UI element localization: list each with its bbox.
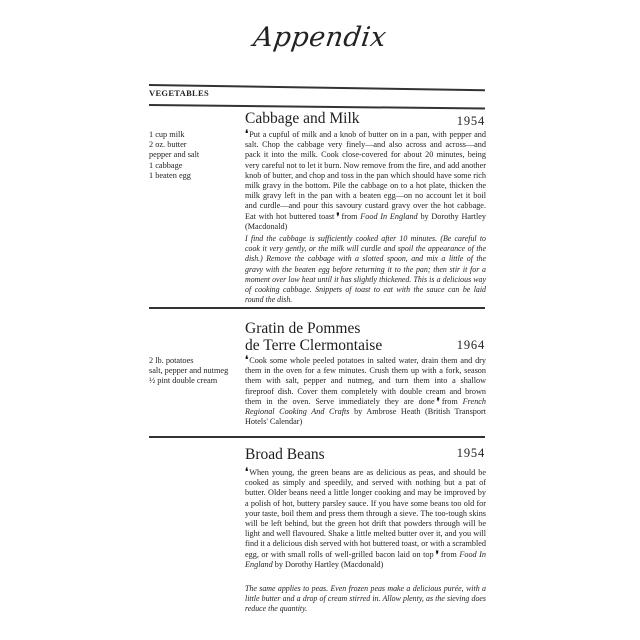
method-text: When young, the green beans are as delicious as peas, and should be cooked as simply and speedily, and served with nothing but a pat of butter. Older beans need a little longer cooking and may be improved by a polish of hot, buttery parsley sauce. If you have some beans too old for your taste, boil them and press them through a sieve. The too-tough skins will be left behind, but the green hot drift that powders through will be light and well flavoured. Shake a little melted butter over it, and you will find it a delicious dish served with hot buttered toast, or with a scrambled egg, or with small rolls of well-grilled bacon laid on top	[245, 468, 486, 559]
ingredient-item: 2 lb. potatoes	[149, 356, 194, 365]
recipe-divider	[149, 307, 485, 309]
ingredient-item: 1 cabbage	[149, 160, 183, 170]
close-quote-icon: ❜	[436, 396, 440, 408]
recipe-divider	[149, 436, 485, 438]
close-quote-icon: ❜	[336, 211, 340, 223]
ingredient-item: 1 cup milk	[149, 130, 185, 139]
source-book: French Regional Cooking And Crafts	[245, 396, 487, 417]
ingredient-item: salt, pepper and nutmeg	[149, 366, 229, 376]
recipe-cabbage-and-milk	[149, 106, 485, 306]
ingredients-list	[149, 130, 199, 181]
recipe-title	[245, 320, 382, 354]
section-label: VEGETABLES	[149, 88, 210, 98]
recipe-title: Cabbage and Milk	[245, 110, 360, 127]
source-book: Food In England	[245, 549, 487, 569]
method-text: Put a cupful of milk and a knob of butter on in a pan, with pepper and salt. Chop the cabbage very finely—and also across and across—and pack it into the milk. Cook close-covered for about 20 minutes, being very careful not to let it burn. Now remove from the fire, and add another knob of butter, and chop and toss in the pan which should have some rich milk gravy in the bottom. Pile the cabbage on to a hot plate, thicken the milk gravy left in the pan with a beaten egg—on no account let it boil and curdle—and pour this savoury custard gravy over the hot cabbage. Eat with hot buttered toast	[245, 130, 486, 221]
recipe-title-line-1: Gratin de Pommes	[245, 320, 361, 337]
ingredient-item: 2 oz. butter	[149, 140, 187, 150]
source-prefix: from	[440, 549, 457, 559]
recipe-method	[245, 468, 486, 570]
recipe-broad-beans	[149, 444, 485, 634]
recipe-gratin-de-pommes	[149, 318, 485, 428]
open-quote-icon: ❛	[245, 129, 249, 140]
editor-note: The same applies to peas. Even frozen peas make a delicious purée, with a little butter and a drop of cream stirred in. Allow plenty, as the sieving does reduce the quantity.	[245, 584, 486, 614]
recipe-title: Broad Beans	[245, 446, 325, 463]
ingredient-item: pepper and salt	[149, 150, 200, 160]
recipe-method	[245, 356, 486, 427]
source-author: by Ambrose Heath (British Transport Hotels' Calendar)	[245, 407, 487, 427]
source-book: Food In England	[360, 211, 418, 221]
recipe-year: 1964	[456, 338, 485, 352]
recipe-method	[245, 130, 486, 232]
method-text: Cook some whole peeled potatoes in salted water, drain them and dry them in the oven for a few minutes. Crush them up with a fork, season them with salt, pepper and nutmeg, and turn them into a shallow fireproof dish. Cover them completely with double cream and brown them in the oven. Serve immediately they are done	[245, 356, 486, 406]
source-author: by Dorothy Hartley (Macdonald)	[245, 211, 487, 231]
recipe-year: 1954	[456, 114, 485, 128]
page-title: Appendix	[251, 22, 389, 53]
source-prefix: from	[441, 396, 458, 406]
ingredient-item: ½ pint double cream	[149, 376, 218, 386]
open-quote-icon: ❛	[245, 355, 249, 366]
ingredient-item: 1 beaten egg	[149, 170, 191, 180]
open-quote-icon: ❛	[245, 467, 249, 478]
editor-note: I find the cabbage is sufficiently cooked after 10 minutes. (Be careful to cook it very gently, or the milk will curdle and spoil the appearance of the dish.) Remove the cabbage with a slotted spoon, and mix a little of the gravy with the beaten egg before returning it to the pan; then stir it for a moment over low heat until it has slightly thickened. This is a delicious way of cooking cabbage. Snippets of toast to eat with the sauce can be laid round the dish.	[245, 234, 486, 305]
source-prefix: from	[341, 211, 358, 221]
recipe-title-line-2: de Terre Clermontaise	[245, 337, 383, 354]
source-author: by Dorothy Hartley (Macdonald)	[274, 559, 384, 569]
recipe-year: 1954	[456, 446, 485, 460]
ingredients-list	[149, 356, 228, 387]
close-quote-icon: ❜	[435, 549, 439, 561]
